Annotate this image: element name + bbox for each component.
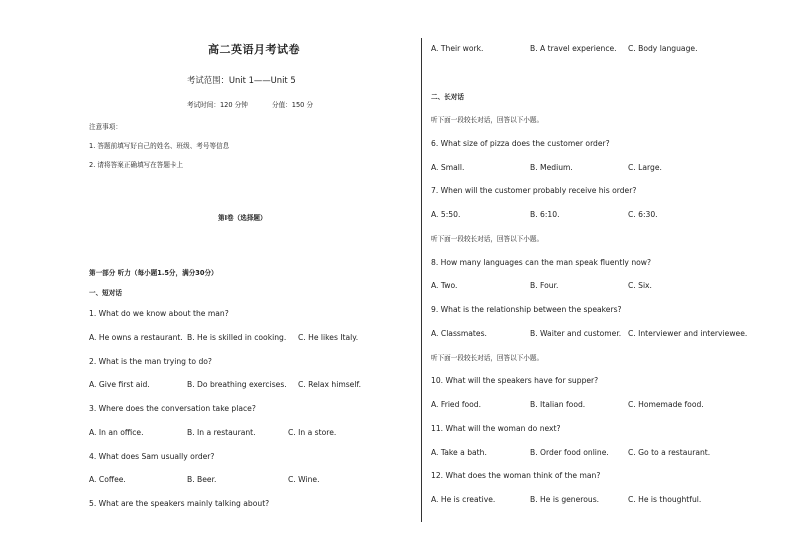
exam-score: 分值：150 分	[272, 101, 314, 109]
option-4a: A. Coffee.	[89, 475, 126, 484]
option-11c: C. Go to a restaurant.	[628, 448, 711, 457]
option-10c: C. Homemade food.	[628, 400, 704, 409]
option-7a: A. 5:50.	[431, 210, 461, 219]
instruction-3: 听下面一段较长对话，回答以下小题。	[431, 354, 544, 362]
exam-time: 考试时间：120 分钟	[187, 101, 248, 109]
option-10a: A. Fried food.	[431, 400, 482, 409]
option-2a: A. Give first aid.	[89, 380, 150, 389]
option-12b: B. He is generous.	[530, 495, 600, 504]
question-1: 1. What do we know about the man?	[89, 309, 229, 318]
option-1c: C. He likes Italy.	[298, 333, 359, 342]
option-6a: A. Small.	[431, 163, 465, 172]
option-10b: B. Italian food.	[530, 400, 586, 409]
option-3a: A. In an office.	[89, 428, 144, 437]
option-5a: A. Their work.	[431, 44, 484, 53]
option-11b: B. Order food online.	[530, 448, 609, 457]
option-7c: C. 6:30.	[628, 210, 658, 219]
question-5: 5. What are the speakers mainly talking about?	[89, 499, 270, 508]
option-1a: A. He owns a restaurant.	[89, 333, 183, 342]
question-9: 9. What is the relationship between the speakers?	[431, 305, 622, 314]
question-2: 2. What is the man trying to do?	[89, 357, 212, 366]
question-7: 7. When will the customer probably receive his order?	[431, 186, 637, 195]
option-5c: C. Body language.	[628, 44, 698, 53]
option-12c: C. He is thoughtful.	[628, 495, 702, 504]
exam-title: 高二英语月考试卷	[208, 43, 300, 56]
option-4c: C. Wine.	[288, 475, 320, 484]
option-4b: B. Beer.	[187, 475, 217, 484]
question-4: 4. What does Sam usually order?	[89, 452, 215, 461]
option-11a: A. Take a bath.	[431, 448, 487, 457]
option-3b: B. In a restaurant.	[187, 428, 256, 437]
column-divider	[421, 38, 422, 522]
option-2b: B. Do breathing exercises.	[187, 380, 287, 389]
section-heading-short: 一、短对话	[89, 289, 122, 297]
option-1b: B. He is skilled in cooking.	[187, 333, 287, 342]
question-11: 11. What will the woman do next?	[431, 424, 561, 433]
question-12: 12. What does the woman think of the man?	[431, 471, 601, 480]
question-8: 8. How many languages can the man speak fluently now?	[431, 258, 652, 267]
instruction-2: 听下面一段较长对话，回答以下小题。	[431, 235, 544, 243]
part-heading: 第一部分 听力（每小题1.5分，满分30分）	[89, 269, 218, 277]
option-2c: C. Relax himself.	[298, 380, 361, 389]
option-12a: A. He is creative.	[431, 495, 496, 504]
option-8b: B. Four.	[530, 281, 559, 290]
notice-title: 注意事项：	[89, 123, 122, 131]
question-10: 10. What will the speakers have for supper?	[431, 376, 599, 385]
option-6b: B. Medium.	[530, 163, 573, 172]
exam-range: 考试范围：Unit 1——Unit 5	[187, 75, 296, 85]
notice-item-1: 1. 答题前填写好自己的姓名、班级、考号等信息	[89, 142, 230, 150]
question-6: 6. What size of pizza does the customer order?	[431, 139, 610, 148]
option-5b: B. A travel experience.	[530, 44, 617, 53]
option-9c: C. Interviewer and interviewee.	[628, 329, 748, 338]
notice-item-2: 2. 请将答案正确填写在答题卡上	[89, 161, 184, 169]
volume-heading: 第I卷（选择题）	[218, 214, 267, 222]
question-3: 3. Where does the conversation take place?	[89, 404, 256, 413]
instruction-1: 听下面一段较长对话，回答以下小题。	[431, 116, 544, 124]
option-9a: A. Classmates.	[431, 329, 487, 338]
option-3c: C. In a store.	[288, 428, 337, 437]
option-8a: A. Two.	[431, 281, 458, 290]
option-9b: B. Waiter and customer.	[530, 329, 622, 338]
section-heading-long: 二、长对话	[431, 93, 464, 101]
option-7b: B. 6:10.	[530, 210, 560, 219]
option-8c: C. Six.	[628, 281, 652, 290]
option-6c: C. Large.	[628, 163, 662, 172]
